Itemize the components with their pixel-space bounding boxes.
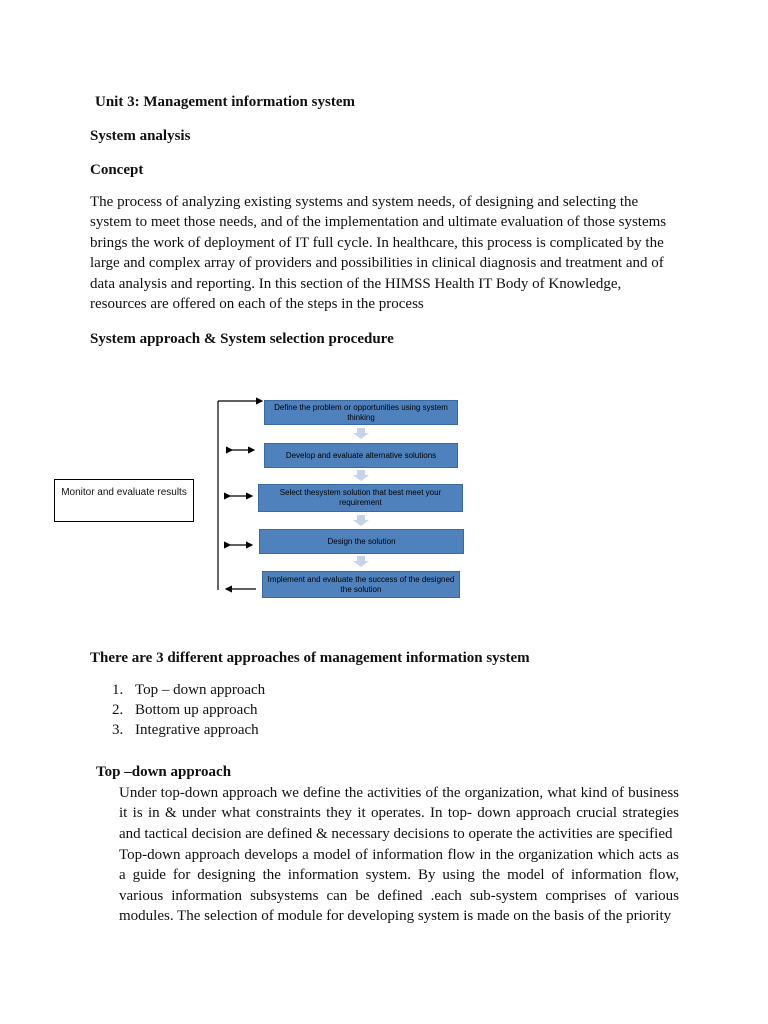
list-item: 3. Integrative approach <box>112 722 259 738</box>
monitor-evaluate-box: Monitor and evaluate results <box>54 479 194 522</box>
list-item: 2. Bottom up approach <box>112 702 258 718</box>
down-arrow-4 <box>353 556 369 567</box>
down-arrow-1 <box>353 428 369 439</box>
down-arrow-2 <box>353 470 369 481</box>
step-define-problem: Define the problem or opportunities using system thinking <box>264 400 458 425</box>
section-heading-system-approach: System approach & System selection procedure <box>90 331 394 347</box>
page-title: Unit 3: Management information system <box>95 94 355 110</box>
section-heading-concept: Concept <box>90 162 144 178</box>
section-heading-approaches: There are 3 different approaches of management information system <box>90 650 530 666</box>
step-select-solution: Select thesystem solution that best meet your requirement <box>258 484 463 512</box>
list-item: 1. Top – down approach <box>112 682 266 698</box>
step-develop-alternatives: Develop and evaluate alternative solutions <box>264 443 458 468</box>
top-down-paragraph-1: Under top-down approach we define the activities of the organization, what kind of business it is in & under what constraints they it operates. In top- down approach crucial strategies and tactical decision are defined & necessary decisions to operate the activities are specified <box>119 785 679 842</box>
step-design-solution: Design the solution <box>259 529 464 554</box>
concept-paragraph: The process of analyzing existing systems and system needs, of designing and selecting the system to meet those needs, and of the implementation and ultimate evaluation of those systems brings the work of deployment of IT full cycle. In healthcare, this process is complicated by the large and complex array of providers and possibilities in clinical diagnosis and treatment and of data analysis and reporting. In this section of the HIMSS Health IT Body of Knowledge, resources are offered on each of the steps in the process <box>90 194 667 313</box>
section-heading-system-analysis: System analysis <box>90 128 191 144</box>
down-arrow-3 <box>353 515 369 526</box>
approaches-list <box>112 680 265 740</box>
step-implement-evaluate: Implement and evaluate the success of the designed the solution <box>262 571 460 598</box>
top-down-paragraph-2: Top-down approach develops a model of information flow in the organization which acts as a guide for designing the information system. By using the model of information flow, various information subsystems can be defined .each sub-system comprises of various modules. The selection of module for developing system is made on the basis of the priority <box>119 847 679 925</box>
section-heading-top-down: Top –down approach <box>96 764 232 780</box>
